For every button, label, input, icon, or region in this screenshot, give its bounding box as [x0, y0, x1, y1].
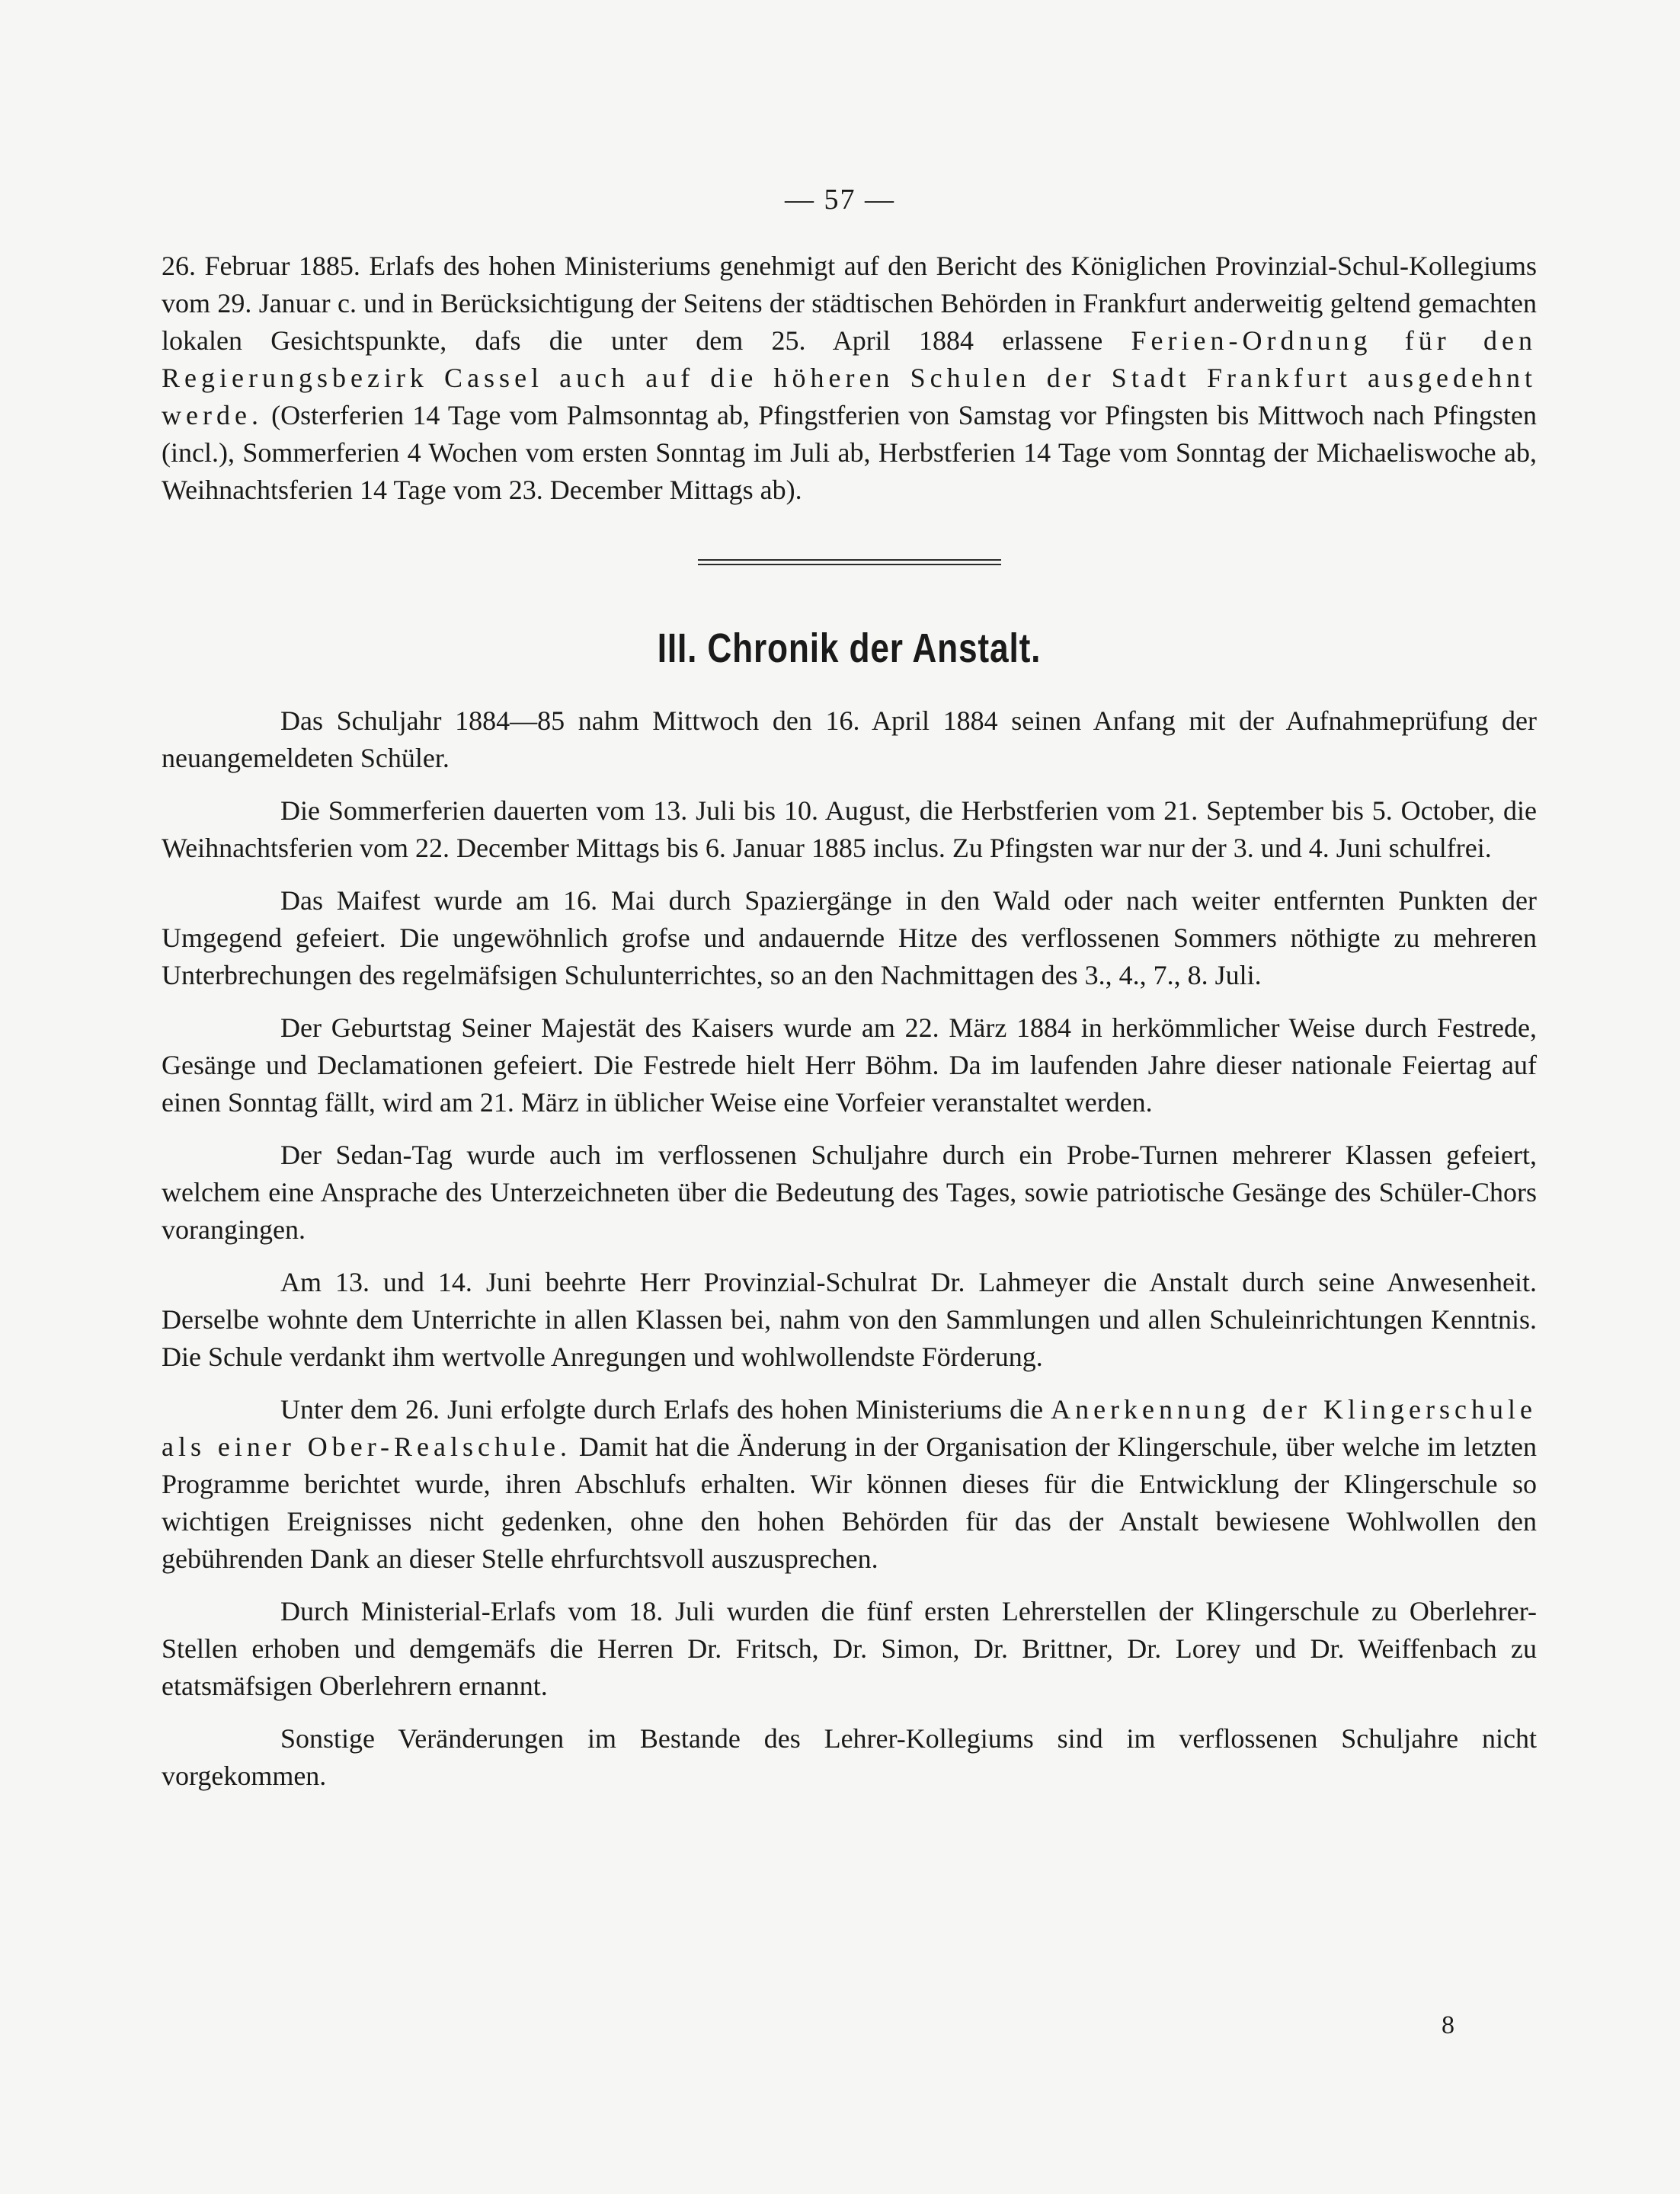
chronik-paragraph-6: Am 13. und 14. Juni beehrte Herr Provinzial-Schulrat Dr. Lahmeyer die Anstalt durch seine Anwesenheit. Derselbe wohnte dem Unterrichte in allen Klassen bei, nahm von den Sammlungen und allen Schuleinrichtungen Kenntnis. Die Schule verdankt ihm wertvolle Anregungen und wohlwollendste Förderung.	[162, 1267, 1537, 1372]
page-body	[162, 248, 1537, 1795]
chronik-p7-start: Unter dem 26. Juni erfolgte durch Erlafs des hohen Ministeriums die	[280, 1394, 1051, 1425]
section-divider	[698, 559, 1001, 565]
chronik-paragraph-9: Sonstige Veränderungen im Bestande des Lehrer-Kollegiums sind im verflossenen Schuljahre nicht vorgekommen.	[162, 1723, 1537, 1791]
page-number: — 57 —	[785, 184, 895, 216]
chronik-paragraph-1: Das Schuljahr 1884—85 nahm Mittwoch den 16. April 1884 seinen Anfang mit der Aufnahmeprüfung der neuangemeldeten Schüler.	[162, 705, 1537, 773]
intro-spaced-text: Ferien-Ordnung für den Regierungsbezirk Cassel auch auf die höheren Schulen der Stadt Frankfurt ausgedehnt werde.	[162, 325, 1537, 430]
chronik-p7-end: Damit hat die Änderung in der Organisation der Klingerschule, über welche im letzten Programme berichtet wurde, ihren Abschlufs erhalten. Wir können dieses für die Entwicklung der Klingerschule so wichtigen Ereignisses nicht gedenken, ohne den hohen Behörden für das der Anstalt bewiesene Wohlwollen den gebührenden Dank an dieser Stelle ehrfurchtsvoll auszusprechen.	[162, 1431, 1538, 1574]
chronik-paragraph-4: Der Geburtstag Seiner Majestät des Kaisers wurde am 22. März 1884 in herkömmlicher Weise durch Festrede, Gesänge und Declamationen gefeiert. Die Festrede hielt Herr Böhm. Da im laufenden Jahre dieser nationale Feiertag auf einen Sonntag fällt, wird am 21. März in üblicher Weise eine Vorfeier veranstaltet werden.	[162, 1012, 1537, 1118]
section-heading: III. Chronik der Anstalt.	[657, 625, 1042, 671]
chronik-paragraph-3: Das Maifest wurde am 16. Mai durch Spaziergänge in den Wald oder nach weiter entfernten Punkten der Umgegend gefeiert. Die ungewöhnlich grofse und andauernde Hitze des verflossenen Sommers nöthigte zu mehreren Unterbrechungen des regelmäfsigen Schulunterrichtes, so an den Nachmittagen des 3., 4., 7., 8. Juli.	[162, 885, 1537, 990]
signature-mark: 8	[1442, 2011, 1454, 2039]
chronik-p7-spaced: Anerkennung der Klingerschule als einer Ober-Realschule.	[162, 1394, 1537, 1462]
intro-text: 26. Februar 1885. Erlafs des hohen Ministeriums genehmigt auf den Bericht des Königlichen Provinzial-Schul-Kollegiums vom 29. Januar c. und in Berücksichtigung der Seitens der städtischen Behörden in Frankfurt anderweitig geltend gemachten lokalen Gesichtspunkte, dafs die unter dem 25. April 1884 erlassene	[162, 251, 1537, 356]
chronik-paragraph-8: Durch Ministerial-Erlafs vom 18. Juli wurden die fünf ersten Lehrerstellen der Klingerschule zu Oberlehrer-Stellen erhoben und demgemäfs die Herren Dr. Fritsch, Dr. Simon, Dr. Brittner, Dr. Lorey und Dr. Weiffenbach zu etatsmäfsigen Oberlehrern ernannt.	[162, 1596, 1537, 1701]
chronik-paragraph-7	[162, 1391, 1537, 1578]
chronik-paragraph-2: Die Sommerferien dauerten vom 13. Juli bis 10. August, die Herbstferien vom 21. September bis 5. October, die Weihnachtsferien vom 22. December Mittags bis 6. Januar 1885 inclus. Zu Pfingsten war nur der 3. und 4. Juni schulfrei.	[162, 795, 1537, 863]
intro-paragraph	[162, 248, 1537, 509]
chronik-paragraph-5: Der Sedan-Tag wurde auch im verflossenen Schuljahre durch ein Probe-Turnen mehrerer Klassen gefeiert, welchem eine Ansprache des Unterzeichneten über die Bedeutung des Tages, sowie patriotische Gesänge des Schüler-Chors vorangingen.	[162, 1140, 1537, 1245]
intro-text-end: (Osterferien 14 Tage vom Palmsonntag ab, Pfingstferien von Samstag vor Pfingsten bis Mittwoch nach Pfingsten (incl.), Sommerferien 4 Wochen vom ersten Sonntag im Juli ab, Herbstferien 14 Tage vom Sonntag der Michaeliswoche ab, Weihnachtsferien 14 Tage vom 23. December Mittags ab).	[162, 400, 1537, 505]
